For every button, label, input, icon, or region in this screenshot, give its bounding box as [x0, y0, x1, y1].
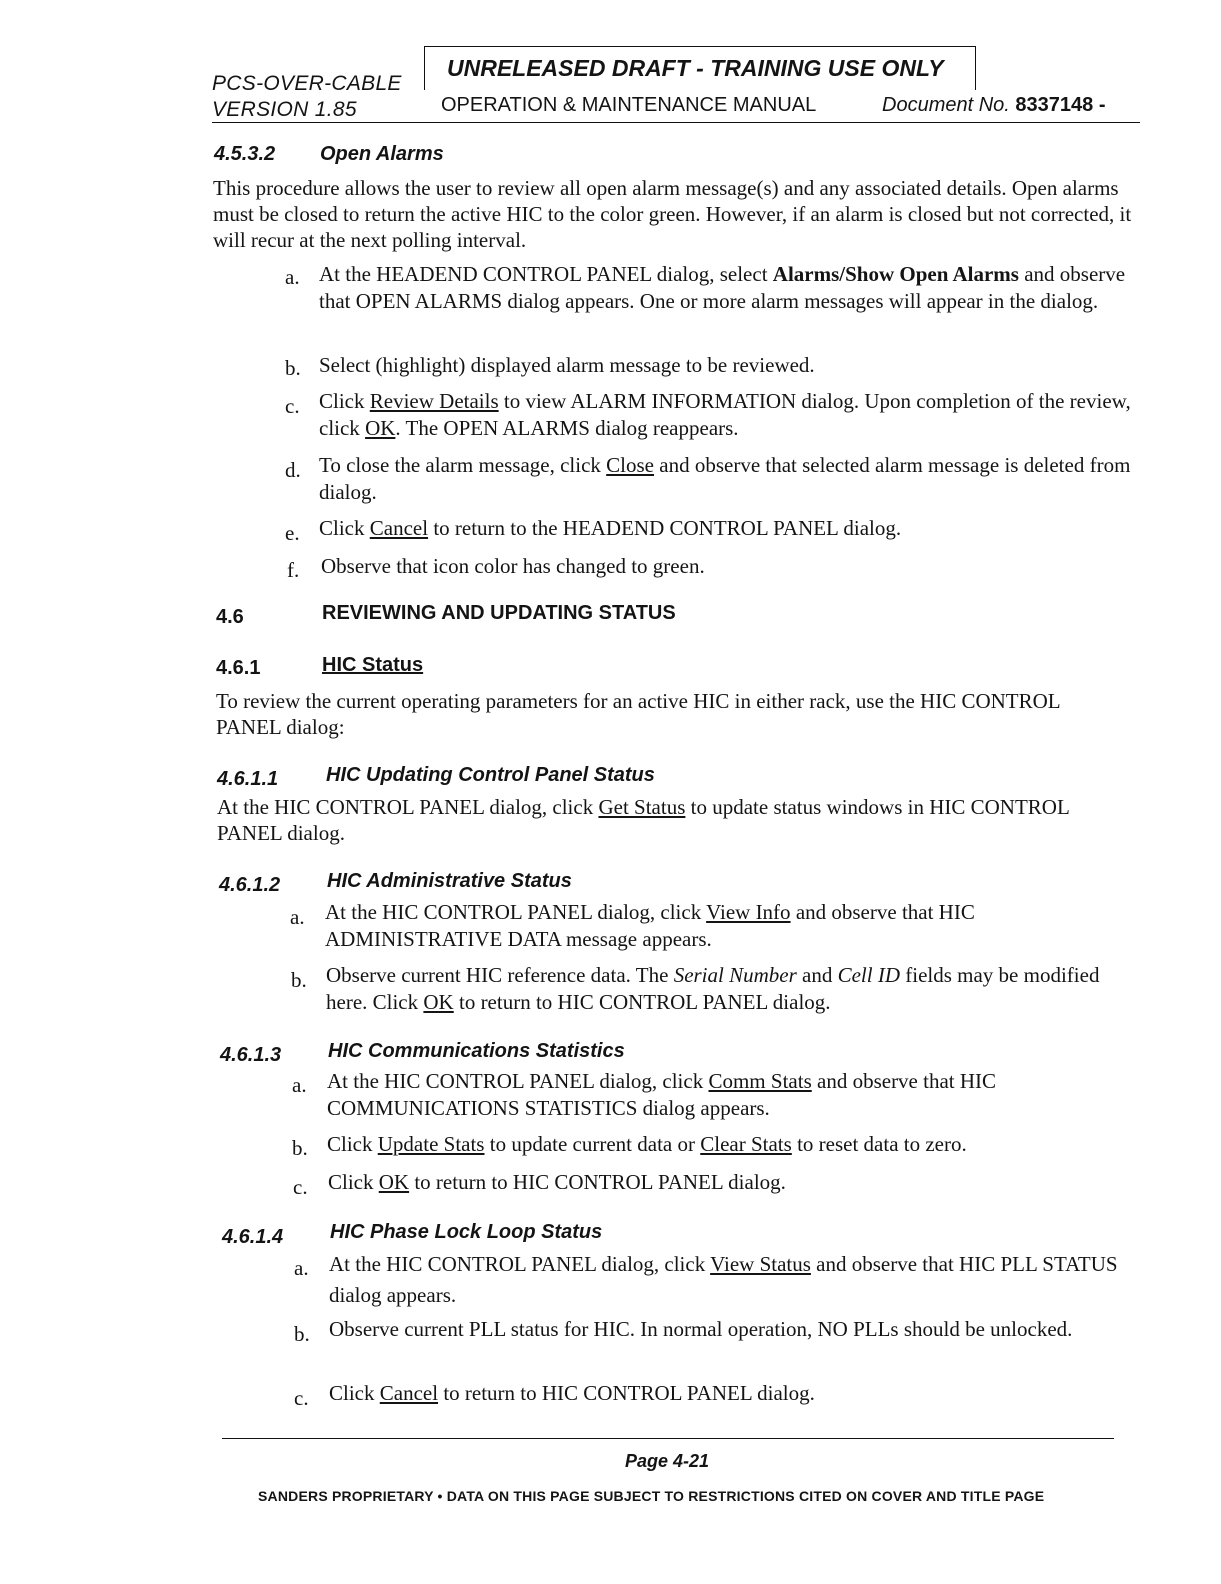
- comm-stats-step-c: [328, 1169, 1148, 1196]
- step-label: a.: [290, 905, 305, 929]
- step-text: to return to HIC CONTROL PANEL dialog.: [409, 1170, 786, 1194]
- footer-rule: [222, 1438, 1114, 1439]
- open-alarms-step-d: [319, 452, 1139, 506]
- updating-control-panel-text: [217, 794, 1127, 846]
- section-title-open-alarms: Open Alarms: [320, 143, 444, 165]
- manual-title: OPERATION & MAINTENANCE MANUAL: [441, 94, 817, 116]
- review-details-button-ref: Review Details: [369, 389, 499, 413]
- menu-path: Alarms/Show Open Alarms: [772, 262, 1019, 286]
- step-text: and observe that HIC COMMUNICATIONS STATISTICS dialog appears.: [327, 1069, 997, 1120]
- section-number-4-6-1-4: 4.6.1.4: [222, 1226, 284, 1248]
- section-title-phase-lock-loop: HIC Phase Lock Loop Status: [330, 1221, 603, 1243]
- section-title-reviewing-status: REVIEWING AND UPDATING STATUS: [322, 602, 676, 624]
- view-info-button-ref: View Info: [706, 900, 791, 924]
- get-status-button-ref: Get Status: [598, 795, 686, 819]
- step-text: and observe that OPEN ALARMS dialog appears. One or more alarm messages will appear in the dialog.: [319, 262, 1126, 313]
- step-label: a.: [285, 265, 300, 289]
- close-button-ref: Close: [606, 453, 655, 477]
- step-label: b.: [285, 356, 301, 380]
- section-title-communications-statistics: HIC Communications Statistics: [328, 1040, 625, 1062]
- section-title-hic-status: HIC Status: [322, 654, 424, 676]
- comm-stats-step-a: [327, 1068, 1147, 1122]
- step-text: Click: [328, 1170, 379, 1194]
- cancel-button-ref: Cancel: [369, 516, 429, 540]
- step-label: b.: [294, 1322, 310, 1346]
- step-label: e.: [285, 521, 300, 545]
- document-number-value: 8337148 -: [1015, 94, 1106, 116]
- pll-status-step-b: Observe current PLL status for HIC. In normal operation, NO PLLs should be unlocked.: [329, 1317, 1073, 1341]
- open-alarms-step-b: Select (highlight) displayed alarm message to be reviewed.: [319, 353, 815, 377]
- step-label: f.: [287, 558, 300, 582]
- step-text: Observe current HIC reference data. The: [326, 963, 674, 987]
- comm-stats-step-b: [327, 1131, 1147, 1158]
- pll-status-step-a: [329, 1249, 1149, 1311]
- step-text: At the HEADEND CONTROL PANEL dialog, select: [319, 262, 773, 286]
- step-label: a.: [294, 1256, 309, 1280]
- draft-banner: UNRELEASED DRAFT - TRAINING USE ONLY: [447, 55, 944, 81]
- update-stats-button-ref: Update Stats: [377, 1132, 485, 1156]
- step-text: To close the alarm message, click: [319, 453, 607, 477]
- view-status-button-ref: View Status: [710, 1252, 811, 1276]
- step-text: Click: [319, 516, 370, 540]
- step-text: Click: [319, 389, 370, 413]
- step-text: Click: [327, 1132, 378, 1156]
- section-number-4-6: 4.6: [216, 606, 244, 628]
- header-rule: [212, 122, 1140, 123]
- step-label: b.: [291, 968, 307, 992]
- ok-button-ref: OK: [378, 1170, 410, 1194]
- step-text: and observe that HIC ADMINISTRATIVE DATA message appears.: [325, 900, 975, 951]
- step-text: to view ALARM INFORMATION dialog. Upon completion of the review, click: [319, 389, 1131, 440]
- step-text: to return to HIC CONTROL PANEL dialog.: [453, 990, 831, 1014]
- section-number-4-6-1: 4.6.1: [216, 657, 261, 679]
- step-text: to return to HIC CONTROL PANEL dialog.: [438, 1381, 815, 1405]
- step-text: fields may be modified here. Click: [326, 963, 1100, 1014]
- section-number-4-6-1-3: 4.6.1.3: [220, 1044, 282, 1066]
- admin-status-step-a: [325, 899, 1145, 953]
- step-label: c.: [293, 1175, 308, 1199]
- admin-status-step-b: [326, 962, 1146, 1016]
- section-number-4-6-1-1: 4.6.1.1: [217, 768, 279, 790]
- version-label: VERSION 1.85: [212, 98, 357, 121]
- open-alarms-intro: This procedure allows the user to review all open alarm message(s) and any associated details. Open alarms must be closed to return the active HIC to the color green. However, if an alarm is closed but not corrected, it will recur at the next polling interval.: [213, 176, 1132, 252]
- product-name: PCS-OVER-CABLE: [212, 72, 402, 95]
- clear-stats-button-ref: Clear Stats: [700, 1132, 792, 1156]
- comm-stats-button-ref: Comm Stats: [708, 1069, 812, 1093]
- document-number-label: Document No.: [882, 94, 1010, 116]
- section-title-updating-control-panel: HIC Updating Control Panel Status: [326, 764, 655, 786]
- ok-button-ref: OK: [423, 990, 454, 1014]
- step-label: d.: [285, 458, 301, 482]
- step-label: a.: [292, 1073, 307, 1097]
- cancel-button-ref: Cancel: [379, 1381, 439, 1405]
- step-text: and observe that HIC PLL STATUS dialog appears.: [329, 1252, 1118, 1307]
- hic-status-intro: To review the current operating parameters for an active HIC in either rack, use the HIC CONTROL PANEL dialog:: [216, 689, 1060, 739]
- section-number-4-6-1-2: 4.6.1.2: [219, 874, 281, 896]
- proprietary-notice: SANDERS PROPRIETARY • DATA ON THIS PAGE SUBJECT TO RESTRICTIONS CITED ON COVER AND TITLE PAGE: [258, 1488, 1045, 1504]
- section-title-administrative-status: HIC Administrative Status: [327, 870, 572, 892]
- step-text: At the HIC CONTROL PANEL dialog, click: [217, 795, 599, 819]
- step-text: At the HIC CONTROL PANEL dialog, click: [327, 1069, 709, 1093]
- step-label: c.: [285, 394, 300, 418]
- open-alarms-step-f: Observe that icon color has changed to green.: [321, 554, 705, 578]
- step-text: . The OPEN ALARMS dialog reappears.: [395, 416, 739, 440]
- step-label: b.: [292, 1136, 308, 1160]
- step-text: and observe that selected alarm message is deleted from dialog.: [319, 453, 1131, 504]
- page-number: Page 4-21: [624, 1451, 710, 1471]
- step-text: to update current data or: [484, 1132, 701, 1156]
- step-text: and: [796, 963, 838, 987]
- step-text: Click: [329, 1381, 380, 1405]
- step-text: At the HIC CONTROL PANEL dialog, click: [325, 900, 707, 924]
- step-label: c.: [294, 1386, 309, 1410]
- step-text: to update status windows in HIC CONTROL PANEL dialog.: [217, 795, 1070, 845]
- pll-status-step-c: [329, 1380, 1149, 1407]
- section-number-4-5-3-2: 4.5.3.2: [214, 143, 276, 165]
- ok-button-ref: OK: [365, 416, 396, 440]
- document-number: [882, 94, 1105, 117]
- serial-number-field-ref: Serial Number: [673, 963, 797, 987]
- open-alarms-step-a: [319, 261, 1139, 315]
- open-alarms-step-e: [319, 515, 1139, 542]
- step-text: to return to the HEADEND CONTROL PANEL dialog.: [428, 516, 902, 540]
- step-text: At the HIC CONTROL PANEL dialog, click: [329, 1252, 711, 1276]
- cell-id-field-ref: Cell ID: [837, 963, 900, 987]
- step-text: to reset data to zero.: [791, 1132, 967, 1156]
- open-alarms-step-c: [319, 388, 1139, 442]
